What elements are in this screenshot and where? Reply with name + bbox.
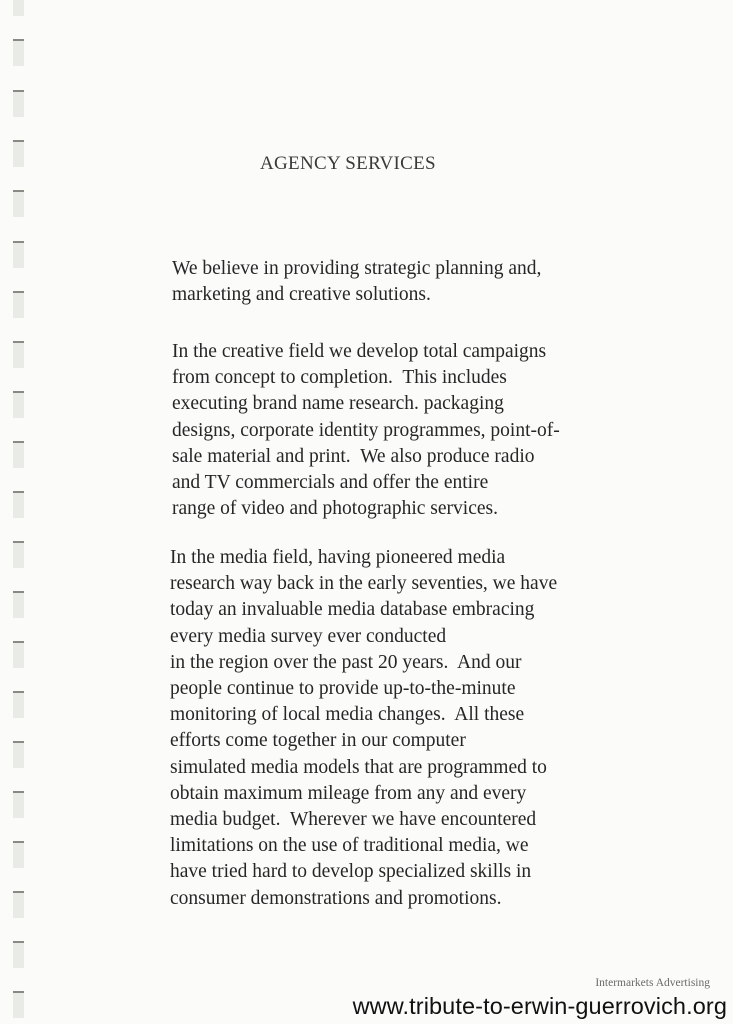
page-title: AGENCY SERVICES — [260, 153, 436, 174]
binder-hole-icon — [13, 891, 24, 918]
text-line: media budget. Wherever we have encountered — [170, 809, 537, 831]
text-line: range of video and photographic services. — [172, 498, 498, 520]
text-line: people continue to provide up-to-the-minute — [170, 678, 516, 700]
binder-hole-icon — [13, 991, 24, 1018]
binder-hole-icon — [13, 0, 24, 16]
text-line: In the media field, having pioneered media — [170, 547, 506, 568]
binder-hole-icon — [13, 391, 24, 418]
text-line: from concept to completion. This includes — [172, 367, 507, 389]
text-line: obtain maximum mileage from any and every — [170, 782, 527, 804]
text-line: consumer demonstrations and promotions. — [170, 887, 502, 909]
text-line: marketing and creative solutions. — [172, 284, 431, 306]
binder-hole-icon — [13, 591, 24, 618]
binder-holes — [13, 0, 25, 1024]
binder-hole-icon — [13, 241, 24, 268]
binder-hole-icon — [13, 291, 24, 318]
binder-hole-icon — [13, 140, 24, 167]
paragraph-media — [170, 545, 557, 912]
binder-hole-icon — [13, 741, 24, 768]
text-line: In the creative field we develop total campaigns — [172, 341, 547, 362]
text-line: executing brand name research. packaging — [172, 393, 504, 415]
text-line: and TV commercials and offer the entire — [172, 472, 489, 494]
binder-hole-icon — [13, 841, 24, 868]
text-line: in the region over the past 20 years. And our — [170, 651, 522, 673]
binder-hole-icon — [13, 791, 24, 818]
text-line: sale material and print. We also produce radio — [172, 445, 535, 467]
text-line: limitations on the use of traditional media, we — [170, 835, 529, 857]
binder-hole-icon — [13, 491, 24, 518]
text-line: research way back in the early seventies, we have — [170, 573, 558, 595]
binder-hole-icon — [13, 39, 24, 66]
binder-hole-icon — [13, 691, 24, 718]
binder-hole-icon — [13, 190, 24, 217]
text-line: today an invaluable media database embracing — [170, 599, 535, 621]
text-line: efforts come together in our computer — [170, 730, 466, 752]
watermark-url: www.tribute-to-erwin-guerrovich.org — [352, 993, 727, 1019]
text-line: designs, corporate identity programmes, point-of- — [172, 419, 560, 441]
paragraph-intro — [172, 256, 541, 308]
text-line: simulated media models that are programmed to — [170, 756, 547, 778]
paragraph-creative — [172, 339, 560, 522]
footer-company-name: Intermarkets Advertising — [595, 977, 710, 989]
binder-hole-icon — [13, 941, 24, 968]
binder-hole-icon — [13, 641, 24, 668]
text-line: every media survey ever conducted — [170, 625, 447, 647]
text-line: have tried hard to develop specialized skills in — [170, 861, 532, 883]
binder-hole-icon — [13, 90, 24, 117]
text-line: monitoring of local media changes. All these — [170, 704, 525, 726]
binder-hole-icon — [13, 541, 24, 568]
binder-hole-icon — [13, 341, 24, 368]
binder-hole-icon — [13, 441, 24, 468]
text-line: We believe in providing strategic planning and, — [172, 258, 542, 279]
